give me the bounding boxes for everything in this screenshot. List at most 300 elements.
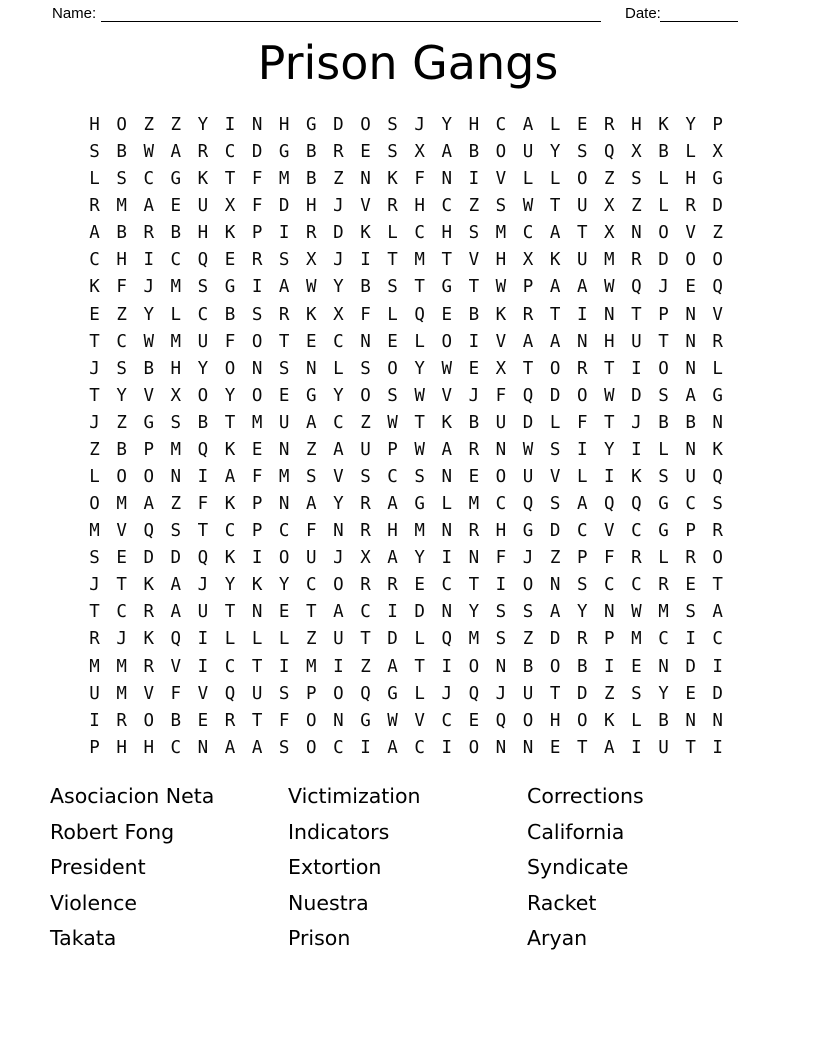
- grid-cell: N: [333, 521, 344, 542]
- grid-cell: M: [116, 494, 127, 515]
- grid-cell: A: [522, 115, 534, 135]
- grid-cell: I: [360, 737, 371, 758]
- grid-cell: M: [170, 331, 182, 352]
- grid-cell: K: [604, 710, 615, 731]
- grid-cell: G: [522, 521, 534, 542]
- grid-cell: N: [685, 710, 696, 731]
- grid-cell: M: [170, 277, 182, 298]
- grid-cell: B: [170, 223, 182, 244]
- grid-cell: S: [360, 358, 371, 379]
- grid-cell: X: [333, 304, 344, 325]
- grid-cell: X: [631, 142, 642, 163]
- grid-cell: L: [251, 629, 263, 650]
- grid-cell: B: [468, 304, 480, 325]
- grid-cell: Z: [306, 629, 317, 650]
- grid-cell: N: [278, 494, 290, 515]
- grid-cell: A: [306, 412, 317, 433]
- grid-cell: T: [251, 656, 263, 677]
- grid-cell: H: [387, 521, 398, 542]
- grid-cell: M: [89, 521, 100, 542]
- grid-cell: M: [116, 656, 127, 677]
- grid-cell: S: [414, 467, 425, 488]
- grid-cell: R: [576, 358, 588, 379]
- grid-cell: T: [251, 710, 263, 731]
- grid-cell: H: [631, 115, 642, 135]
- grid-cell: D: [712, 683, 723, 704]
- grid-cell: Y: [116, 385, 127, 406]
- grid-cell: E: [251, 439, 263, 460]
- grid-cell: Z: [631, 196, 642, 217]
- grid-cell: B: [116, 223, 127, 244]
- grid-cell: N: [251, 602, 263, 623]
- grid-cell: J: [333, 196, 344, 217]
- grid-cell: N: [170, 467, 182, 488]
- grid-cell: T: [278, 331, 290, 352]
- grid-cell: I: [143, 250, 154, 271]
- grid-cell: Q: [197, 250, 209, 271]
- grid-cell: S: [360, 467, 371, 488]
- grid-cell: N: [631, 223, 642, 244]
- grid-cell: I: [278, 223, 290, 244]
- grid-cell: R: [306, 223, 317, 244]
- grid-cell: U: [522, 683, 534, 704]
- grid-cell: F: [116, 277, 127, 298]
- grid-cell: L: [658, 439, 669, 460]
- grid-cell: P: [306, 683, 317, 704]
- date-input-line[interactable]: [660, 2, 738, 22]
- grid-cell: V: [685, 223, 696, 244]
- grid-cell: E: [685, 683, 696, 704]
- grid-cell: S: [89, 142, 100, 163]
- grid-cell: D: [414, 602, 425, 623]
- grid-cell: Y: [197, 358, 209, 379]
- grid-cell: S: [116, 358, 127, 379]
- grid-cell: X: [604, 223, 615, 244]
- grid-cell: V: [495, 169, 507, 190]
- grid-cell: F: [604, 548, 615, 569]
- grid-cell: I: [251, 548, 263, 569]
- grid-cell: F: [224, 331, 236, 352]
- word-list-item: Extortion: [288, 855, 382, 880]
- grid-cell: U: [631, 331, 642, 352]
- grid-cell: Y: [333, 277, 344, 298]
- grid-cell: D: [576, 683, 588, 704]
- grid-cell: F: [251, 196, 263, 217]
- grid-cell: K: [224, 548, 236, 569]
- grid-cell: J: [333, 548, 344, 569]
- grid-cell: R: [468, 521, 480, 542]
- grid-cell: O: [549, 358, 561, 379]
- grid-cell: V: [143, 385, 154, 406]
- grid-cell: N: [495, 439, 507, 460]
- grid-cell: O: [306, 710, 317, 731]
- grid-cell: I: [89, 710, 100, 731]
- grid-cell: Z: [604, 169, 615, 190]
- grid-cell: C: [604, 575, 615, 596]
- grid-cell: L: [414, 683, 425, 704]
- grid-cell: S: [495, 602, 507, 623]
- grid-cell: D: [251, 142, 263, 163]
- grid-cell: K: [631, 467, 642, 488]
- grid-cell: C: [116, 331, 127, 352]
- grid-cell: Y: [604, 439, 615, 460]
- grid-cell: S: [658, 467, 669, 488]
- grid-cell: X: [414, 142, 425, 163]
- grid-cell: O: [360, 385, 371, 406]
- grid-cell: D: [549, 629, 561, 650]
- grid-cell: B: [658, 142, 669, 163]
- grid-cell: G: [306, 115, 317, 135]
- grid-cell: Y: [333, 494, 344, 515]
- grid-cell: Q: [441, 629, 453, 650]
- grid-cell: T: [549, 304, 561, 325]
- word-list-item: Indicators: [288, 819, 390, 844]
- grid-cell: O: [658, 358, 669, 379]
- grid-cell: D: [333, 223, 344, 244]
- grid-cell: E: [278, 385, 290, 406]
- grid-cell: H: [143, 737, 154, 758]
- date-label: Date:: [625, 5, 661, 22]
- grid-cell: Y: [414, 358, 425, 379]
- grid-cell: A: [387, 737, 398, 758]
- grid-cell: N: [278, 439, 290, 460]
- grid-cell: C: [495, 115, 507, 135]
- grid-cell: Z: [522, 629, 534, 650]
- grid-cell: H: [441, 223, 453, 244]
- grid-cell: I: [251, 277, 263, 298]
- grid-cell: I: [224, 115, 236, 135]
- grid-cell: E: [116, 548, 127, 569]
- grid-cell: R: [468, 439, 480, 460]
- grid-cell: L: [549, 115, 561, 135]
- grid-cell: H: [495, 250, 507, 271]
- word-list-item: Violence: [50, 890, 137, 915]
- grid-cell: O: [712, 250, 723, 271]
- grid-cell: Q: [604, 494, 615, 515]
- grid-cell: J: [522, 548, 534, 569]
- grid-cell: T: [685, 737, 696, 758]
- grid-cell: A: [685, 385, 696, 406]
- word-list-item: Takata: [50, 926, 117, 951]
- grid-cell: A: [576, 494, 588, 515]
- grid-cell: M: [468, 494, 480, 515]
- grid-cell: Q: [143, 521, 154, 542]
- word-list-column: [50, 779, 214, 957]
- grid-cell: P: [685, 521, 696, 542]
- grid-cell: U: [685, 467, 696, 488]
- grid-cell: Y: [468, 602, 480, 623]
- grid-cell: O: [89, 494, 100, 515]
- grid-cell: P: [604, 629, 615, 650]
- grid-cell: T: [712, 575, 723, 596]
- grid-cell: Y: [278, 575, 290, 596]
- grid-cell: R: [360, 521, 371, 542]
- grid-cell: O: [576, 169, 588, 190]
- grid-cell: T: [549, 196, 561, 217]
- grid-cell: Y: [549, 142, 561, 163]
- grid-cell: T: [468, 575, 480, 596]
- grid-cell: S: [278, 683, 290, 704]
- grid-cell: O: [224, 358, 236, 379]
- word-list-item: California: [527, 819, 625, 844]
- grid-cell: W: [631, 602, 642, 623]
- grid-cell: S: [495, 196, 507, 217]
- grid-cell: R: [387, 196, 398, 217]
- grid-cell: B: [522, 656, 534, 677]
- grid-cell: B: [224, 304, 236, 325]
- grid-cell: B: [170, 710, 182, 731]
- grid-cell: U: [576, 250, 588, 271]
- grid-cell: F: [170, 683, 182, 704]
- grid-cell: B: [468, 412, 480, 433]
- grid-cell: C: [441, 575, 453, 596]
- grid-cell: P: [576, 548, 588, 569]
- grid-cell: G: [170, 169, 182, 190]
- grid-cell: D: [143, 548, 154, 569]
- grid-cell: V: [468, 250, 480, 271]
- grid-cell: A: [441, 439, 453, 460]
- grid-cell: W: [387, 710, 398, 731]
- grid-cell: T: [306, 602, 317, 623]
- grid-cell: I: [576, 304, 588, 325]
- grid-cell: M: [495, 223, 507, 244]
- grid-cell: S: [631, 683, 642, 704]
- grid-cell: C: [143, 169, 154, 190]
- grid-cell: S: [631, 169, 642, 190]
- grid-cell: N: [685, 304, 696, 325]
- grid-cell: O: [441, 331, 453, 352]
- grid-cell: G: [712, 385, 723, 406]
- grid-cell: M: [414, 250, 425, 271]
- grid-cell: I: [441, 656, 453, 677]
- grid-cell: R: [278, 304, 290, 325]
- grid-cell: A: [576, 277, 588, 298]
- grid-cell: N: [441, 169, 453, 190]
- grid-cell: S: [522, 602, 534, 623]
- grid-cell: N: [712, 710, 723, 731]
- grid-cell: K: [197, 169, 209, 190]
- grid-cell: S: [278, 358, 290, 379]
- grid-cell: X: [306, 250, 317, 271]
- grid-cell: O: [522, 710, 534, 731]
- grid-cell: W: [495, 277, 507, 298]
- grid-cell: A: [549, 602, 561, 623]
- grid-cell: A: [251, 737, 263, 758]
- grid-cell: S: [278, 250, 290, 271]
- grid-cell: O: [712, 548, 723, 569]
- grid-cell: O: [251, 385, 263, 406]
- grid-cell: U: [360, 439, 371, 460]
- grid-cell: S: [116, 169, 127, 190]
- name-label: Name:: [52, 5, 97, 22]
- grid-cell: J: [143, 277, 154, 298]
- grid-cell: I: [197, 467, 209, 488]
- grid-cell: M: [631, 629, 642, 650]
- grid-cell: Z: [116, 412, 127, 433]
- grid-cell: Q: [522, 385, 534, 406]
- grid-cell: R: [712, 521, 723, 542]
- grid-cell: C: [224, 521, 236, 542]
- grid-cell: B: [116, 439, 127, 460]
- grid-cell: H: [549, 710, 561, 731]
- grid-cell: Q: [631, 277, 642, 298]
- grid-cell: R: [576, 629, 588, 650]
- grid-cell: H: [116, 737, 127, 758]
- grid-cell: K: [387, 169, 398, 190]
- grid-cell: T: [522, 358, 534, 379]
- grid-cell: H: [468, 115, 480, 135]
- grid-cell: T: [89, 602, 100, 623]
- grid-cell: Z: [89, 439, 100, 460]
- grid-cell: B: [658, 710, 669, 731]
- grid-cell: C: [414, 223, 425, 244]
- grid-cell: R: [631, 250, 642, 271]
- grid-cell: C: [495, 494, 507, 515]
- grid-cell: C: [170, 737, 182, 758]
- word-list-item: Syndicate: [527, 855, 629, 880]
- grid-cell: O: [549, 656, 561, 677]
- grid-cell: L: [522, 169, 534, 190]
- word-list-column: [527, 779, 644, 957]
- grid-cell: K: [251, 575, 263, 596]
- grid-cell: T: [89, 385, 100, 406]
- grid-cell: A: [712, 602, 723, 623]
- grid-cell: P: [251, 223, 263, 244]
- grid-cell: O: [306, 737, 317, 758]
- grid-cell: P: [658, 304, 669, 325]
- grid-cell: S: [495, 629, 507, 650]
- grid-cell: I: [631, 358, 642, 379]
- grid-cell: A: [170, 575, 182, 596]
- grid-cell: X: [604, 196, 615, 217]
- grid-cell: Q: [712, 467, 723, 488]
- grid-cell: E: [468, 358, 480, 379]
- grid-cell: M: [170, 439, 182, 460]
- grid-cell: I: [631, 439, 642, 460]
- grid-cell: F: [197, 494, 209, 515]
- grid-cell: M: [278, 169, 290, 190]
- grid-cell: Z: [549, 548, 561, 569]
- grid-cell: D: [549, 521, 561, 542]
- grid-cell: L: [170, 304, 182, 325]
- grid-cell: Z: [604, 683, 615, 704]
- grid-cell: W: [143, 142, 154, 163]
- grid-cell: S: [549, 494, 561, 515]
- grid-cell: Q: [197, 548, 209, 569]
- grid-cell: T: [360, 629, 371, 650]
- grid-cell: S: [387, 142, 398, 163]
- name-input-line[interactable]: [101, 2, 601, 22]
- grid-cell: U: [576, 196, 588, 217]
- grid-cell: E: [170, 196, 182, 217]
- grid-cell: C: [89, 250, 100, 271]
- grid-cell: Y: [224, 575, 236, 596]
- grid-cell: S: [658, 385, 669, 406]
- grid-cell: F: [251, 467, 263, 488]
- grid-cell: O: [576, 710, 588, 731]
- grid-cell: N: [658, 656, 669, 677]
- grid-cell: T: [576, 223, 588, 244]
- grid-cell: M: [278, 467, 290, 488]
- grid-cell: H: [197, 223, 209, 244]
- grid-cell: S: [89, 548, 100, 569]
- grid-cell: J: [333, 250, 344, 271]
- grid-cell: N: [360, 331, 371, 352]
- grid-cell: H: [306, 196, 317, 217]
- grid-cell: A: [143, 196, 154, 217]
- grid-cell: Q: [414, 304, 425, 325]
- grid-cell: C: [333, 737, 344, 758]
- grid-cell: W: [441, 358, 453, 379]
- grid-cell: O: [278, 548, 290, 569]
- grid-cell: U: [658, 737, 669, 758]
- grid-cell: C: [685, 494, 696, 515]
- grid-cell: O: [685, 250, 696, 271]
- grid-cell: O: [333, 683, 344, 704]
- grid-cell: V: [712, 304, 723, 325]
- grid-cell: B: [306, 169, 317, 190]
- grid-cell: G: [360, 710, 371, 731]
- grid-cell: K: [143, 629, 154, 650]
- grid-cell: S: [278, 737, 290, 758]
- grid-cell: N: [360, 169, 371, 190]
- grid-cell: A: [549, 223, 561, 244]
- grid-cell: P: [712, 115, 723, 135]
- grid-cell: K: [712, 439, 723, 460]
- grid-cell: T: [604, 412, 615, 433]
- grid-cell: V: [414, 710, 425, 731]
- grid-cell: J: [116, 629, 127, 650]
- grid-cell: L: [414, 629, 425, 650]
- grid-cell: C: [197, 304, 209, 325]
- grid-cell: T: [414, 656, 425, 677]
- grid-cell: A: [170, 142, 182, 163]
- grid-cell: U: [333, 629, 344, 650]
- grid-cell: I: [468, 169, 480, 190]
- grid-cell: N: [468, 548, 480, 569]
- grid-cell: D: [658, 250, 669, 271]
- grid-cell: L: [387, 304, 398, 325]
- grid-cell: M: [306, 656, 317, 677]
- grid-cell: M: [89, 656, 100, 677]
- grid-cell: N: [495, 656, 507, 677]
- grid-cell: A: [549, 331, 561, 352]
- grid-cell: D: [712, 196, 723, 217]
- grid-cell: E: [278, 602, 290, 623]
- grid-cell: L: [685, 142, 696, 163]
- grid-cell: E: [468, 710, 480, 731]
- grid-cell: A: [441, 142, 453, 163]
- grid-cell: H: [495, 521, 507, 542]
- grid-cell: F: [414, 169, 425, 190]
- grid-cell: B: [116, 142, 127, 163]
- grid-cell: B: [468, 142, 480, 163]
- grid-cell: I: [712, 737, 723, 758]
- grid-cell: N: [441, 467, 453, 488]
- grid-cell: L: [414, 331, 425, 352]
- grid-cell: J: [414, 115, 425, 135]
- grid-cell: N: [522, 737, 534, 758]
- grid-cell: F: [495, 548, 507, 569]
- grid-cell: C: [278, 521, 290, 542]
- grid-cell: U: [522, 467, 534, 488]
- grid-cell: S: [251, 304, 263, 325]
- grid-cell: C: [441, 710, 453, 731]
- grid-cell: G: [143, 412, 154, 433]
- grid-cell: Z: [712, 223, 723, 244]
- grid-cell: G: [306, 385, 317, 406]
- grid-cell: L: [333, 358, 344, 379]
